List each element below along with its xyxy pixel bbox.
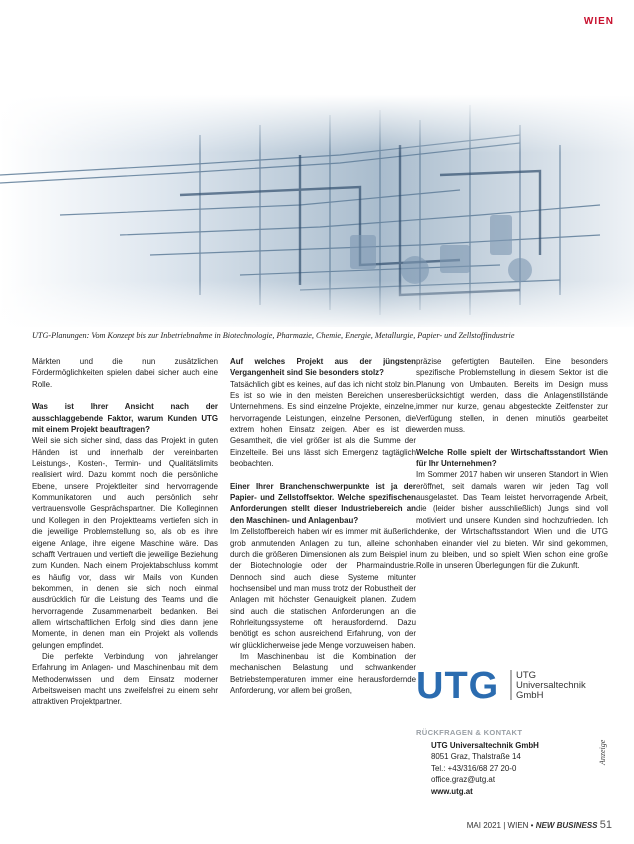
utg-logo	[416, 664, 591, 706]
logo-name-line1: UTG	[516, 670, 537, 681]
contact-email[interactable]: office.graz@utg.at	[431, 775, 496, 785]
footer-separator: |	[503, 821, 506, 830]
paragraph: Tatsächlich gibt es keines, auf das ich nicht stolz bin. Es ist so wie in den meisten Bereichen unseres Unternehmens. Es sind einzelne Projekte, einzelne, hervorragende Leistungen, einzelne Personen, die extrem hohen Einsatz zeigen. Aber es ist die Gesamtheit, die viel größer ist als die Summe der Einzelteile. Bei uns lässt sich Emergenz tagtäglich beobachten.	[230, 379, 416, 469]
section-tag: WIEN	[583, 16, 614, 27]
contact-phone: Tel.: +43/316/68 27 20-0	[431, 763, 517, 773]
page-number: 51	[599, 819, 612, 831]
paragraph: Märkten und die nun zusätzlichen Fördermöglichkeiten spielen dabei sicher auch eine Rolle.	[32, 357, 218, 389]
interview-question: Einer Ihrer Branchenschwerpunkte ist ja der Papier- und Zellstoffsektor. Welche spezifischen Anforderungen stellt dieser Industriebereich an den Maschinen- und Anlagenbau?	[230, 481, 416, 525]
image-caption: UTG-Planungen: Vom Konzept bis zur Inbetriebnahme in Biotechnologie, Pharmazie, Chemie, Energie, Metallurgie, Papier- und Zellstoffindustrie	[32, 331, 515, 340]
interview-question: Was ist Ihrer Ansicht nach der ausschlaggebende Faktor, warum Kunden UTG mit einem Projekt beauftragen?	[32, 402, 218, 435]
industrial-plant-rendering	[0, 95, 634, 327]
logo-mark: UTG	[416, 665, 500, 706]
article-column-2	[230, 356, 416, 696]
interview-question: Auf welches Projekt aus der jüngsten Vergangenheit sind Sie besonders stolz?	[230, 357, 416, 378]
contact-address: 8051 Graz, Thalstraße 14	[431, 752, 521, 762]
issue-date: MAI 2021	[466, 821, 501, 830]
logo-name-line3: GmbH	[516, 690, 544, 701]
contact-company: UTG Universaltechnik GmbH	[431, 741, 539, 750]
logo-name-line2: Universaltechnik	[516, 680, 586, 691]
article-column-3	[416, 356, 608, 572]
page-footer	[467, 819, 612, 831]
footer-bullet: •	[530, 821, 534, 830]
paragraph: Weil sie sich sicher sind, dass das Projekt in guten Händen ist und innerhalb der vereinbarten Leistungs-, Kosten-, Termin- und Qualitätslimits realisiert wird. Dazu kommt noch die persönliche Ebene, unsere Projektleiter sind hervorragende Kommunikatoren und auch persönlich sehr vertrauensvolle Gesprächspartner. Die Kolleginnen und Kollegen in den Projektteams vertiefen sich in die jeweilige Problemstellung so, als ob es ihre eigene Anlage, ihre eigene Maschine wäre. Das schafft Vertrauen und vertieft die jeweilige Beziehung zum Kunden. Nach einem Projektabschluss kommt es häufig vor, dass wir Mails von Kunden bekommen, in denen sie sich noch einmal ausdrücklich für die Leistung des Teams und die hervorragende Zusammenarbeit bedanken. Bei allem wirtschaftlichen Erfolg sind dies dann jene Momente, in denen man ein Projekt als vollends gelungen empfindet.	[32, 436, 218, 650]
paragraph: Im Maschinenbau ist die Kombination der mechanischen Belastung und schwankender Betriebstemperaturen immer eine herausfordernde Anforderung, vor allem bei großen,	[230, 651, 416, 695]
advertisement-label: Anzeige	[598, 739, 607, 765]
magazine-brand: NEW BUSINESS	[535, 821, 598, 830]
magazine-section: WIEN	[507, 821, 529, 830]
contact-block	[431, 740, 539, 797]
paragraph: Im Sommer 2017 haben wir unseren Standort in Wien eröffnet, seit damals waren wir jeden Tag voll ausgelastet. Das Team leistet hervorragende Arbeit, die (leider bisher ausschließlich) Jungs sind voll motiviert und unsere Kunden sind hochzufrieden. Ich denke, der Wirtschaftsstandort Wien und die UTG haben einander viel zu bieten. Wir sind gekommen, um zu bleiben, und so spielt Wien schon eine große Rolle in unseren Überlegungen für die Zukunft.	[416, 470, 608, 571]
interview-question: Welche Rolle spielt der Wirtschaftsstandort Wien für Ihr Unternehmen?	[416, 447, 608, 469]
contact-heading: RÜCKFRAGEN & KONTAKT	[416, 728, 523, 737]
contact-website[interactable]: www.utg.at	[431, 786, 473, 796]
article-column-1	[32, 356, 218, 708]
paragraph: Im Zellstoffbereich haben wir es immer mit äußerlich grob anmutenden Anlagen zu tun, alleine schon durch die größeren Dimensionen als zum Beispiel in der Biotechnologie oder der Pharmaindustrie. Dennoch sind auch diese Systeme mitunter hochsensibel und man muss trotz der Robustheit der Anlagen mit höchster Genauigkeit planen. Zudem sind auch die statischen Anforderungen an die Rohrleitungssysteme oft herausfordernd. Dazu benötigt es schon ausreichend Erfahrung, von der wir glücklicherweise jede Menge vorzuweisen haben.	[230, 527, 416, 650]
paragraph: Die perfekte Verbindung von jahrelanger Erfahrung im Anlagen- und Maschinenbau mit dem Methodenwissen und dem Einsatz moderner Arbeitsweisen macht uns zweifelsfrei zu einem sehr attraktiven Projektpartner.	[32, 651, 218, 707]
paragraph: präzise gefertigten Bauteilen. Eine besonders spezifische Problemstellung in diesem Sektor ist die Planung von Umbauten. Bereits im Design muss berücksichtigt werden, dass die Anlagenstillstände immer nur kurze, genau abgesteckte Zeitfenster zur Verfügung stellen, in denen minutiös gearbeitet werden muss.	[416, 357, 608, 435]
